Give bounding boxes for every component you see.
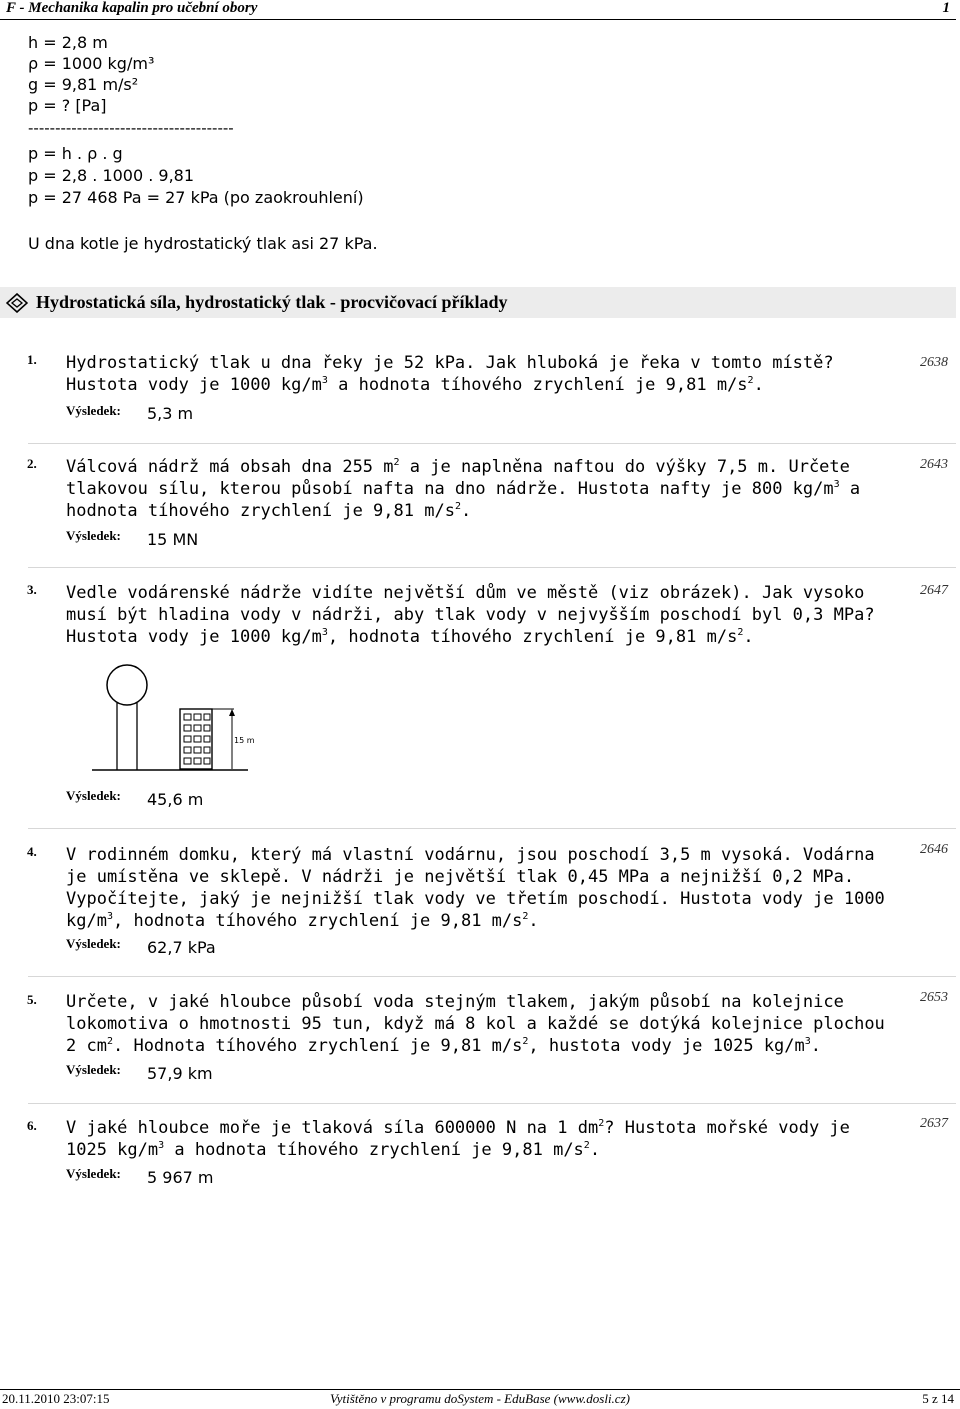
result-value: 57,9 km (147, 1064, 213, 1083)
result-label: Výsledek: (66, 1166, 121, 1181)
question-id: 2653 (920, 990, 948, 1005)
calc-line: p = ? [Pa] (28, 96, 107, 115)
question-number: 1. (27, 352, 37, 367)
result-value: 45,6 m (147, 790, 204, 809)
divider (28, 1103, 956, 1104)
question-text: V jaké hloubce moře je tlaková síla 600000 N na 1 $dm^2$? Hustota mořské vody je 1025 $kg/m^3$ a hodnota tíhového zrychlení je 9,81 $m/s^2$. (66, 1118, 850, 1160)
result-label: Výsledek: (66, 788, 121, 803)
question-text: V rodinném domku, který má vlastní vodárnu, jsou poschodí 3,5 m vysoká. Vodárna je umístěna ve sklepě. V nádrži je největší tlak 0,45 MPa a nejnižší 0,2 MPa. Vypočítejte, jaký je nejnižší tlak vody ve třetím poschodí. Hustota vody je 1000 $kg/m^3$, hodnota tíhového zrychlení je 9,81 $m/s^2$. (66, 845, 885, 931)
question-text: Hydrostatický tlak u dna řeky je 52 kPa. Jak hluboká je řeka v tomto místě? Hustota vody je 1000 $kg/m^3$ a hodnota tíhového zrychlení je 9,81 $m/s^2$. (66, 353, 834, 395)
document-title: F - Mechanika kapalin pro učební obory (6, 0, 258, 16)
result-label: Výsledek: (66, 528, 121, 543)
divider (28, 443, 956, 444)
question-text: Určete, v jaké hloubce působí voda stejným tlakem, jakým působí na kolejnice lokomotiva o hmotnosti 95 tun, když má 8 kol a každé se dotýká kolejnice plochou 2 $cm^2$. Hodnota tíhového zrychlení je 9,81 $m/s^2$, hustota vody je 1025 $kg/m^3$. (66, 992, 885, 1056)
calc-line: p = h . ρ . g (28, 144, 123, 163)
calc-line: g = 9,81 m/s² (28, 75, 139, 94)
result-label: Výsledek: (66, 936, 121, 951)
footer-page-count: 5 z 14 (922, 1391, 954, 1406)
calc-conclusion: U dna kotle je hydrostatický tlak asi 27 kPa. (28, 234, 378, 253)
question-id: 2647 (920, 583, 948, 598)
calc-line: ρ = 1000 kg/m³ (28, 54, 155, 73)
question-id: 2638 (920, 355, 948, 370)
section-title: Hydrostatická síla, hydrostatický tlak - procvičovací příklady (36, 292, 508, 312)
divider (28, 828, 956, 829)
question-number: 3. (27, 582, 37, 597)
footer-printed-by: Vytištěno v programu doSystem - EduBase (www.dosli.cz) (330, 1391, 630, 1406)
footer-timestamp: 20.11.2010 23:07:15 (2, 1391, 110, 1406)
calc-separator: -------------------------------------- (28, 119, 234, 137)
divider (28, 976, 956, 977)
calc-line: h = 2,8 m (28, 33, 108, 52)
header-page-number: 1 (942, 0, 950, 16)
figure-height-label: 15 m (234, 736, 255, 745)
result-label: Výsledek: (66, 403, 121, 418)
calc-line: p = 2,8 . 1000 . 9,81 (28, 166, 195, 185)
result-value: 5 967 m (147, 1168, 214, 1187)
footer-rule (0, 1389, 960, 1390)
question-number: 2. (27, 456, 37, 471)
divider (28, 567, 956, 568)
question-id: 2646 (920, 842, 948, 857)
result-value: 62,7 kPa (147, 938, 216, 957)
calc-line: p = 27 468 Pa = 27 kPa (po zaokrouhlení) (28, 188, 364, 207)
result-label: Výsledek: (66, 1062, 121, 1077)
question-number: 4. (27, 844, 37, 859)
question-number: 6. (27, 1118, 37, 1133)
question-number: 5. (27, 992, 37, 1007)
result-value: 5,3 m (147, 404, 194, 423)
question-text: Vedle vodárenské nádrže vidíte největší dům ve městě (viz obrázek). Jak vysoko musí být hladina vody v nádrži, aby tlak vody v nejvyšším poschodí byl 0,3 MPa? Hustota vody je 1000 $kg/m^3$, hodnota tíhového zrychlení je 9,81 $m/s^2$. (66, 583, 875, 647)
result-value: 15 MN (147, 530, 199, 549)
section-heading-bar (0, 287, 956, 318)
water-tower-figure (88, 663, 288, 773)
diamond-icon (6, 293, 28, 313)
question-text: Válcová nádrž má obsah dna 255 $m^2$ a je naplněna naftou do výšky 7,5 m. Určete tlakovou sílu, kterou působí nafta na dno nádrže. Hustota nafty je 800 $kg/m^3$ a hodnota tíhového zrychlení je 9,81 $m/s^2$. (66, 457, 861, 521)
page-header (0, 0, 956, 20)
question-id: 2637 (920, 1116, 948, 1131)
question-id: 2643 (920, 457, 948, 472)
